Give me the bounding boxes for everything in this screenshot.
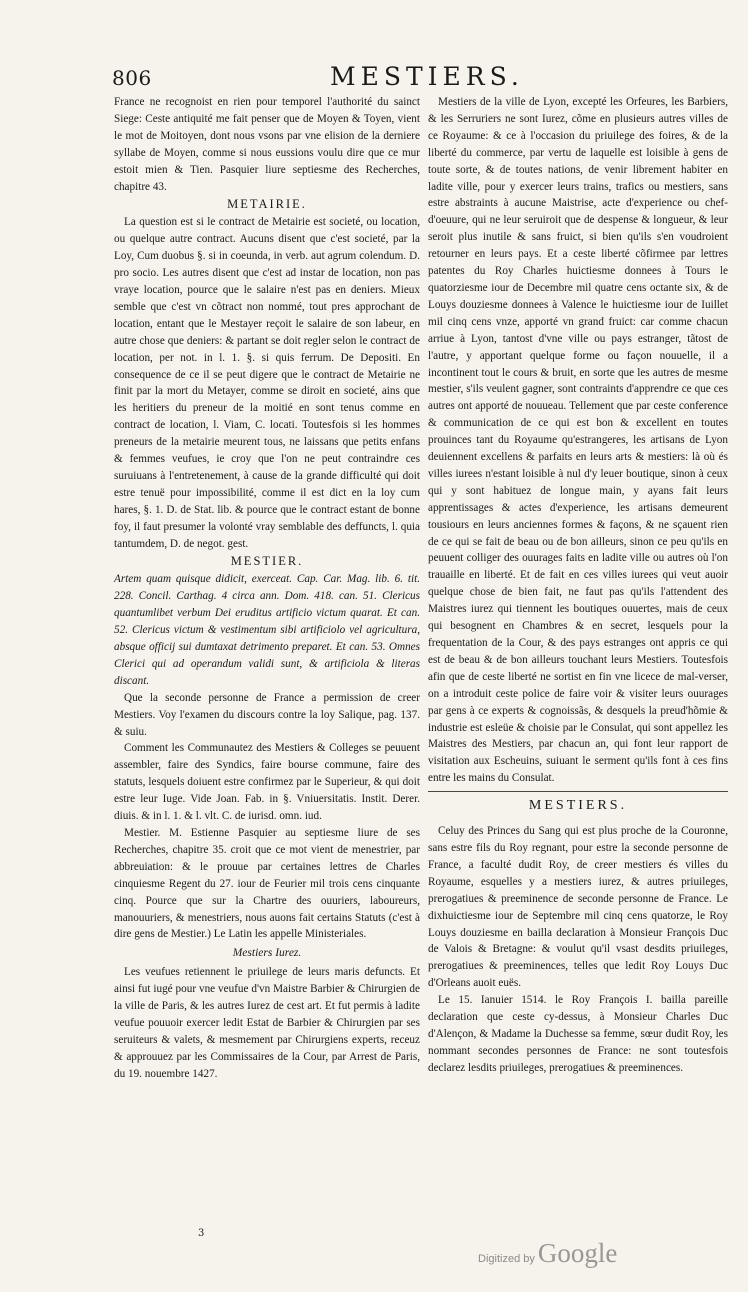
mestier-paragraph-1: Que la seconde personne de France a permission de creer Mestiers. Voy l'examen du discours contre la loy Salique, pag. 137. & suiu. (114, 691, 420, 738)
metairie-heading: METAIRIE. (227, 197, 307, 212)
intro-paragraph: France ne recognoist en rien pour temporel l'authorité du sainct Siege: Ceste antiquité me fait penser que de Moyen & Toyen, vient le mot de Moitoyen, dont nous vsons par vne elision de la derniere syllabe de Moyen, comme si nous eussions voulu dire que ce mur estoit mien & Tien. Pasquier liure septiesme des Recherches, chapitre 43. (114, 96, 420, 193)
mestiers-iurez-heading: Mestiers Iurez. (232, 947, 302, 960)
mestier-latin-quote: Artem quam quisque didicit, exerceat. Cap. Car. Mag. lib. 6. tit. 228. Concil. Carthag. 4 circa ann. Dom. 418. can. 51. Clericus quantumlibet verbum Dei eruditus artificio victum quarat. Et can. 52. Clericus victum & vestimentum sibi artificiolo vel agricultura, absque officij sui dumtaxat detrimento preparet. Et can. 53. Omnes Clerici qui ad operandum validi sunt, & artificiola & literas discant. (114, 573, 420, 687)
google-logo: Google (537, 1238, 618, 1268)
running-title: MESTIERS. (330, 62, 524, 91)
lyon-paragraph: Mestiers de la ville de Lyon, excepté les Orfeures, les Barbiers, & les Serruriers ne sont Iurez, cõme en plusieurs autres villes de ce Royaume: & ce à l'occasion du priuilege des foires, & de la liberté du commerce, par vertu de laquelle est loisible à gens de toute sorte, & de toutes nations, de venir librement habiter en ladite ville, pour y exercer leurs trains, trafics ou mestiers, sans estre abstraints à aucune Maistrise, acte d'experience ou chef-d'oeuure, qui ne leur seruiroit que de despense & longueur, & leur seroit plus inutile & sans fruict, si bien qu'ils s'en voudroient retourner en leurs pays. Et a ceste liberté cõfirmee par lettres patentes du Roy Charles huictiesme donnees à Tours le quatorziesme iour de Decembre mil quatre cens octante six, & de Louys douziesme donnees à Valence le huictiesme iour de Iuillet mil cinq cens vnze, apporté vn grand fruict: car comme chacun arriue à Lyon, tantost d'vne ville ou pays estranger, tãtost de l'autre, y apportant quelque forme ou façon nouuelle, il a incontinent tout le cours & bruit, en sorte que les autres de mesme mestier, s'ils veulent gagner, sont contraints d'apprendre ce que ces autres ont apporté de nouueau. Tellement que par ceste conference & communication de ce qui est bon & excellent en toutes prouinces tant du Royaume qu'estrangeres, les artisans de Lyon deuiennent excellens & parfaits en leurs arts & mestiers: là où és villes iurees n'estant loisible à nul d'y leuer boutique, sinon à ceux qui y sont habituez de longue main, y ayans fait leurs apprentissages & actes d'experience, les artisans demeurent tousiours en leurs anciennes formes & façons, & ne sçauent rien de ce qui se fait de beau ou de bon ailleurs, sinon ce peu qu'ils en peuuent colliger des ouurages faits en ladite ville ou autres où l'on trauaille en liberté. Et de fait en ces villes iurees qui veut auoir quelque chose de bien fait, ne faut pas qu'ils l'attendent des Maistres iurez qui tiennent les boutiques ouuertes, mais de ceux qui besognent en Chambres & en secret, lesquels pour la frequentation de la Cour, & des pays estranges ont appris ce qui est de beau & de bon ailleurs touchant leurs Mestiers. Toutesfois afin que de ceste liberté ne sortist en fin vne licece de mal-verser, on a introduit ceste police de faire voir & visiter leurs ouurages par gens à ce experts & cognoissãs, & desquels la preud'hõmie & industrie est esleüe & choisie par le Consulat, qui sont appellez les Maistres des Mestiers, par chacun an, qui font leur rapport de visitation aux Escheuins, suiuant le serment qu'ils font à ces fins entre les mains du Consulat. (428, 96, 728, 785)
princes-paragraph: Celuy des Princes du Sang qui est plus proche de la Couronne, sans estre fils du Roy regnant, pour estre la seconde personne de France, a faculté dudit Roy, de creer mestiers és villes du Royaume, esquelles y a mestiers iurez, & autres priuileges, prerogatiues & preeminence de seconde personne de France. Le dixhuictiesme iour de Septembre mil cinq cens quatorze, le Roy Louys douziesme en bailla declaration à Monsieur François Duc de Valois & Bretagne: & voulut qu'il vsast desdits priuileges, prerogatiues & preeminences, telles que ledit Roy Louys Duc d'Orleans auoit euës. (428, 825, 728, 990)
right-column (428, 94, 728, 1077)
mestiers-iurez-paragraph: Les veufues retiennent le priuilege de leurs maris defuncts. Et ainsi fut iugé pour vne veufue d'vn Maistre Barbier & Chirurgien de la ville de Paris, & les autres Iurez de cest art. Et fut permis à ladite veufue pouuoir exercer ledit Estat de Barbier & Chirurgien par ses seruiteurs & valets, & mesmement par Chirurgiens experts, receuz & approuuez par les Commissaires de la Cour, par Arrest de Paris, du 19. nouembre 1427. (114, 966, 420, 1080)
mestier-paragraph-3: Mestier. M. Estienne Pasquier au septiesme liure de ses Recherches, chapitre 35. croit que ce mot vient de menestrier, par abbreuiation: & le prouue par certaines lettres de Charles cinquiesme Regent du 27. iour de Feurier mil trois cens cinquante cinq. Pource que sur la Chartre des ouuriers, laboureurs, manouuriers, & menestriers, nous auons fait certains Statuts (c'est à dire gens de Mestier.) Le Latin les appelle Ministeriales. (114, 826, 420, 941)
mestier-paragraph-2: Comment les Communautez des Mestiers & Colleges se peuuent assembler, faire des Syndics, faire bourse commune, faire des statuts, lesquels doiuent estre confirmez par le Superieur, & qui doit estre leur Iuge. Vide Joan. Fab. in §. Vniuersitatis. Instit. Derer. diuis. & in l. 1. & l. vlt. C. de iurisd. omn. iud. (114, 742, 420, 823)
francois-paragraph: Le 15. Ianuier 1514. le Roy François I. bailla pareille declaration que ceste cy-dessus, à Monsieur Charles Duc d'Alençon, & Madame la Duchesse sa femme, sœur dudit Roy, les nommant secondes personnes de France: ne sont toutesfois declarez lesdits priuileges, prerogatiues & preeminences. (428, 994, 728, 1074)
signature-mark: 3 (198, 1228, 205, 1239)
page-number: 806 (112, 66, 152, 90)
mestier-heading: MESTIER. (230, 554, 304, 569)
digitized-by-label: Digitized by (478, 1253, 535, 1265)
metairie-paragraph: La question est si le contract de Metairie est societé, ou location, ou quelque autre contract. Aucuns disent que c'est societé, par la Loy, Cum duobus §. si in coeunda, in verb. aut agrum colendum. D. pro socio. Les autres disent que c'est ad instar de location, non pas vraye location, pource que le salaire n'est pas en deniers. Mieux semble que c'est vn cõtract non nommé, tout pres approchant de location, entant que le Mestayer reçoit le salaire de son labeur, en autre chose que deniers: & partant se doit regler selon le contract de location, per not. in l. 1. §. si quis ferrum. De Depositi. En consequence de ce il se peut digere que le contract de Metairie ne finit par la mort du Metayer, comme se diroit en societé, ains que les heritiers du preneur de la moitié en sont tenus comme en contract de location, l. Viam, C. locati. Toutesfois si les hommes preneurs de la metairie meurent tous, ne laissans que petits enfans & femmes veufues, ie croy que l'on ne peut contraindre ces suruiuans à l'entretenement, à cause de la grande difficulté qui doit estre tenuë pour impossibilité, comme il est dict en la loy cum hares, §. 1. D. de Stat. lib. & pource que le contract estant de bonne foy, il faut presumer la volonté vray semblable des deffuncts, l. quia tantumdem, D. de negot. gest. (114, 216, 420, 550)
section-divider (428, 791, 728, 792)
digitized-watermark (478, 1238, 617, 1269)
left-column (114, 94, 420, 1083)
mestiers-heading: MESTIERS. (528, 798, 628, 814)
